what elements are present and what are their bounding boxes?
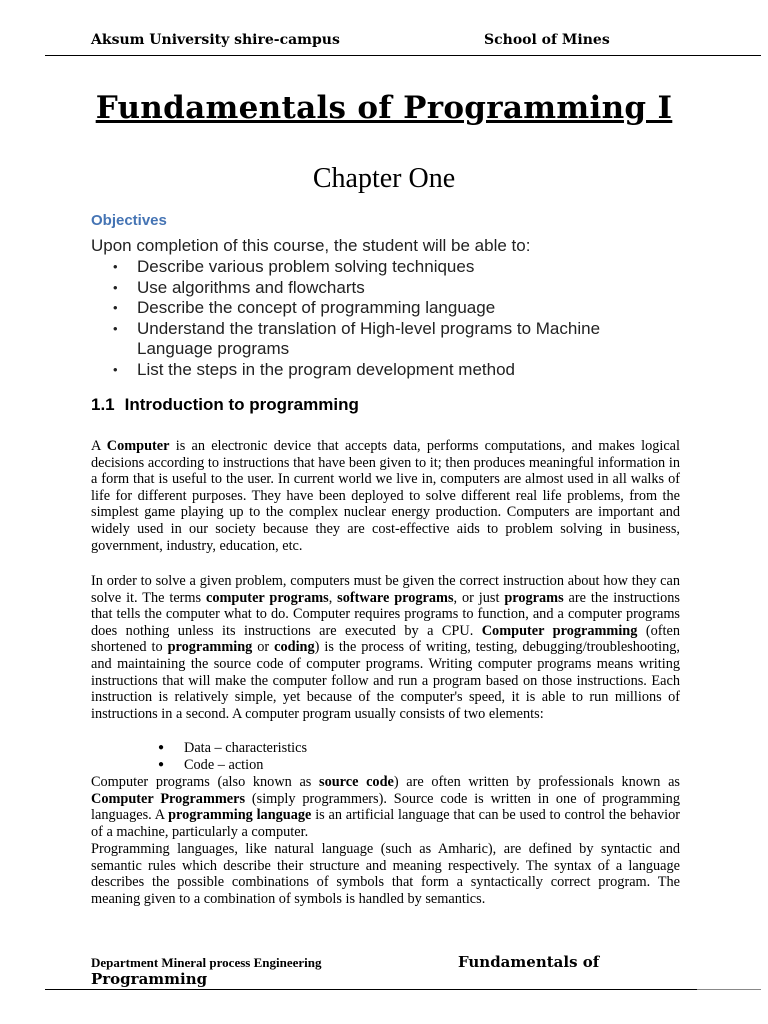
objective-item: • Use algorithms and flowcharts <box>113 278 633 299</box>
objective-item: • Describe the concept of programming language <box>113 298 633 319</box>
section-heading <box>91 395 359 415</box>
term-computer-programmers: Computer Programmers <box>91 790 246 807</box>
header-school: School of Mines <box>484 32 610 48</box>
objective-item: • Describe various problem solving techniques <box>113 257 633 278</box>
header-university: Aksum University shire-campus <box>91 32 340 48</box>
term-programming-language: programming language <box>168 807 312 824</box>
document-title: Fundamentals of Programming I <box>95 90 673 126</box>
term-software-programs: software programs <box>337 589 454 606</box>
paragraph-syntax-semantics: Programming languages, like natural language (such as Amharic), are defined by syntactic and semantic rules which describe their structure and meaning respectively. The syntax of a language describes the possible combinations of symbols that form a syntactically correct program. The meaning given to a combination of symbols is handled by semantics. <box>91 841 680 907</box>
objective-item: • List the steps in the program development method <box>113 360 633 381</box>
objectives-heading: Objectives <box>91 212 167 229</box>
section-title: Introduction to programming <box>124 395 359 414</box>
paragraph-source-code <box>91 774 680 840</box>
paragraph-programs <box>91 573 680 722</box>
footer-course-title: Fundamentals of <box>458 953 600 971</box>
objectives-intro: Upon completion of this course, the student will be able to: <box>91 236 531 255</box>
text: are the instructions that tells the computer what to do. Computer requires programs to function, and a computer programs does nothing unless its instructions are executed by a CPU. <box>91 589 680 639</box>
text: (simply programmers). Source code is written in one of programming languages. A <box>91 790 680 824</box>
footer-divider <box>697 989 761 990</box>
term-source-code: source code <box>319 774 394 790</box>
text: ) are often written by professionals known as <box>393 774 680 790</box>
objectives-list <box>113 257 633 380</box>
text: (often shortened to <box>91 622 681 656</box>
program-element-item: ● Data – characteristics <box>158 740 307 757</box>
footer-department: Department Mineral process Engineering <box>91 955 322 970</box>
paragraph-computer-definition <box>91 438 680 554</box>
term-programming: programming <box>167 639 253 656</box>
chapter-heading: Chapter One <box>312 163 456 194</box>
text: or <box>252 639 275 656</box>
text: , <box>328 589 338 606</box>
text: ) is the process of writing, testing, debugging/troubleshooting, and maintaining the source code of computer programs. Writing computer programs means writing instructions that will make the computer follow and run a program based on those instructions. Each instruction is relatively simple, yet because of the computer's speed, it is able to run millions of instructions in a second. A computer program usually consists of two elements: <box>91 639 681 722</box>
section-number: 1.1 <box>91 395 115 414</box>
text: A <box>91 438 107 454</box>
text: Computer programs (also known as <box>91 774 319 790</box>
text: is an electronic device that accepts data, performs computations, and makes logical decisions according to instructions that have been given to it; then produces meaningful information in a form that is useful to the user. In current world we live in, computers are almost used in all walks of life for different purposes. They have been deployed to solve different real life problems, from the simplest game playing up to the complex nuclear energy production. Computers are important and widely used in our society because they are cost-effective aids to problem solving in business, government, industry, education, etc. <box>91 438 680 554</box>
objective-item: • Understand the translation of High-level programs to Machine Language programs <box>113 319 633 360</box>
term-programs: programs <box>504 589 564 606</box>
term-computer-programming: Computer programming <box>481 622 638 639</box>
page-header <box>45 30 761 56</box>
text: In order to solve a given problem, computers must be given the correct instruction about how they can solve it. The terms <box>91 573 680 606</box>
page-footer <box>45 950 697 990</box>
term-computer: Computer <box>106 438 170 454</box>
term-coding: coding <box>274 639 315 656</box>
text: is an artificial language that can be used to control the behavior of a machine, particularly a computer. <box>91 807 681 840</box>
program-element-item: ● Code – action <box>158 757 307 774</box>
text: , or just <box>453 589 505 606</box>
footer-course-title-continued: Programming <box>91 970 208 988</box>
term-computer-programs: computer programs <box>206 589 329 606</box>
program-elements-list <box>158 740 307 773</box>
